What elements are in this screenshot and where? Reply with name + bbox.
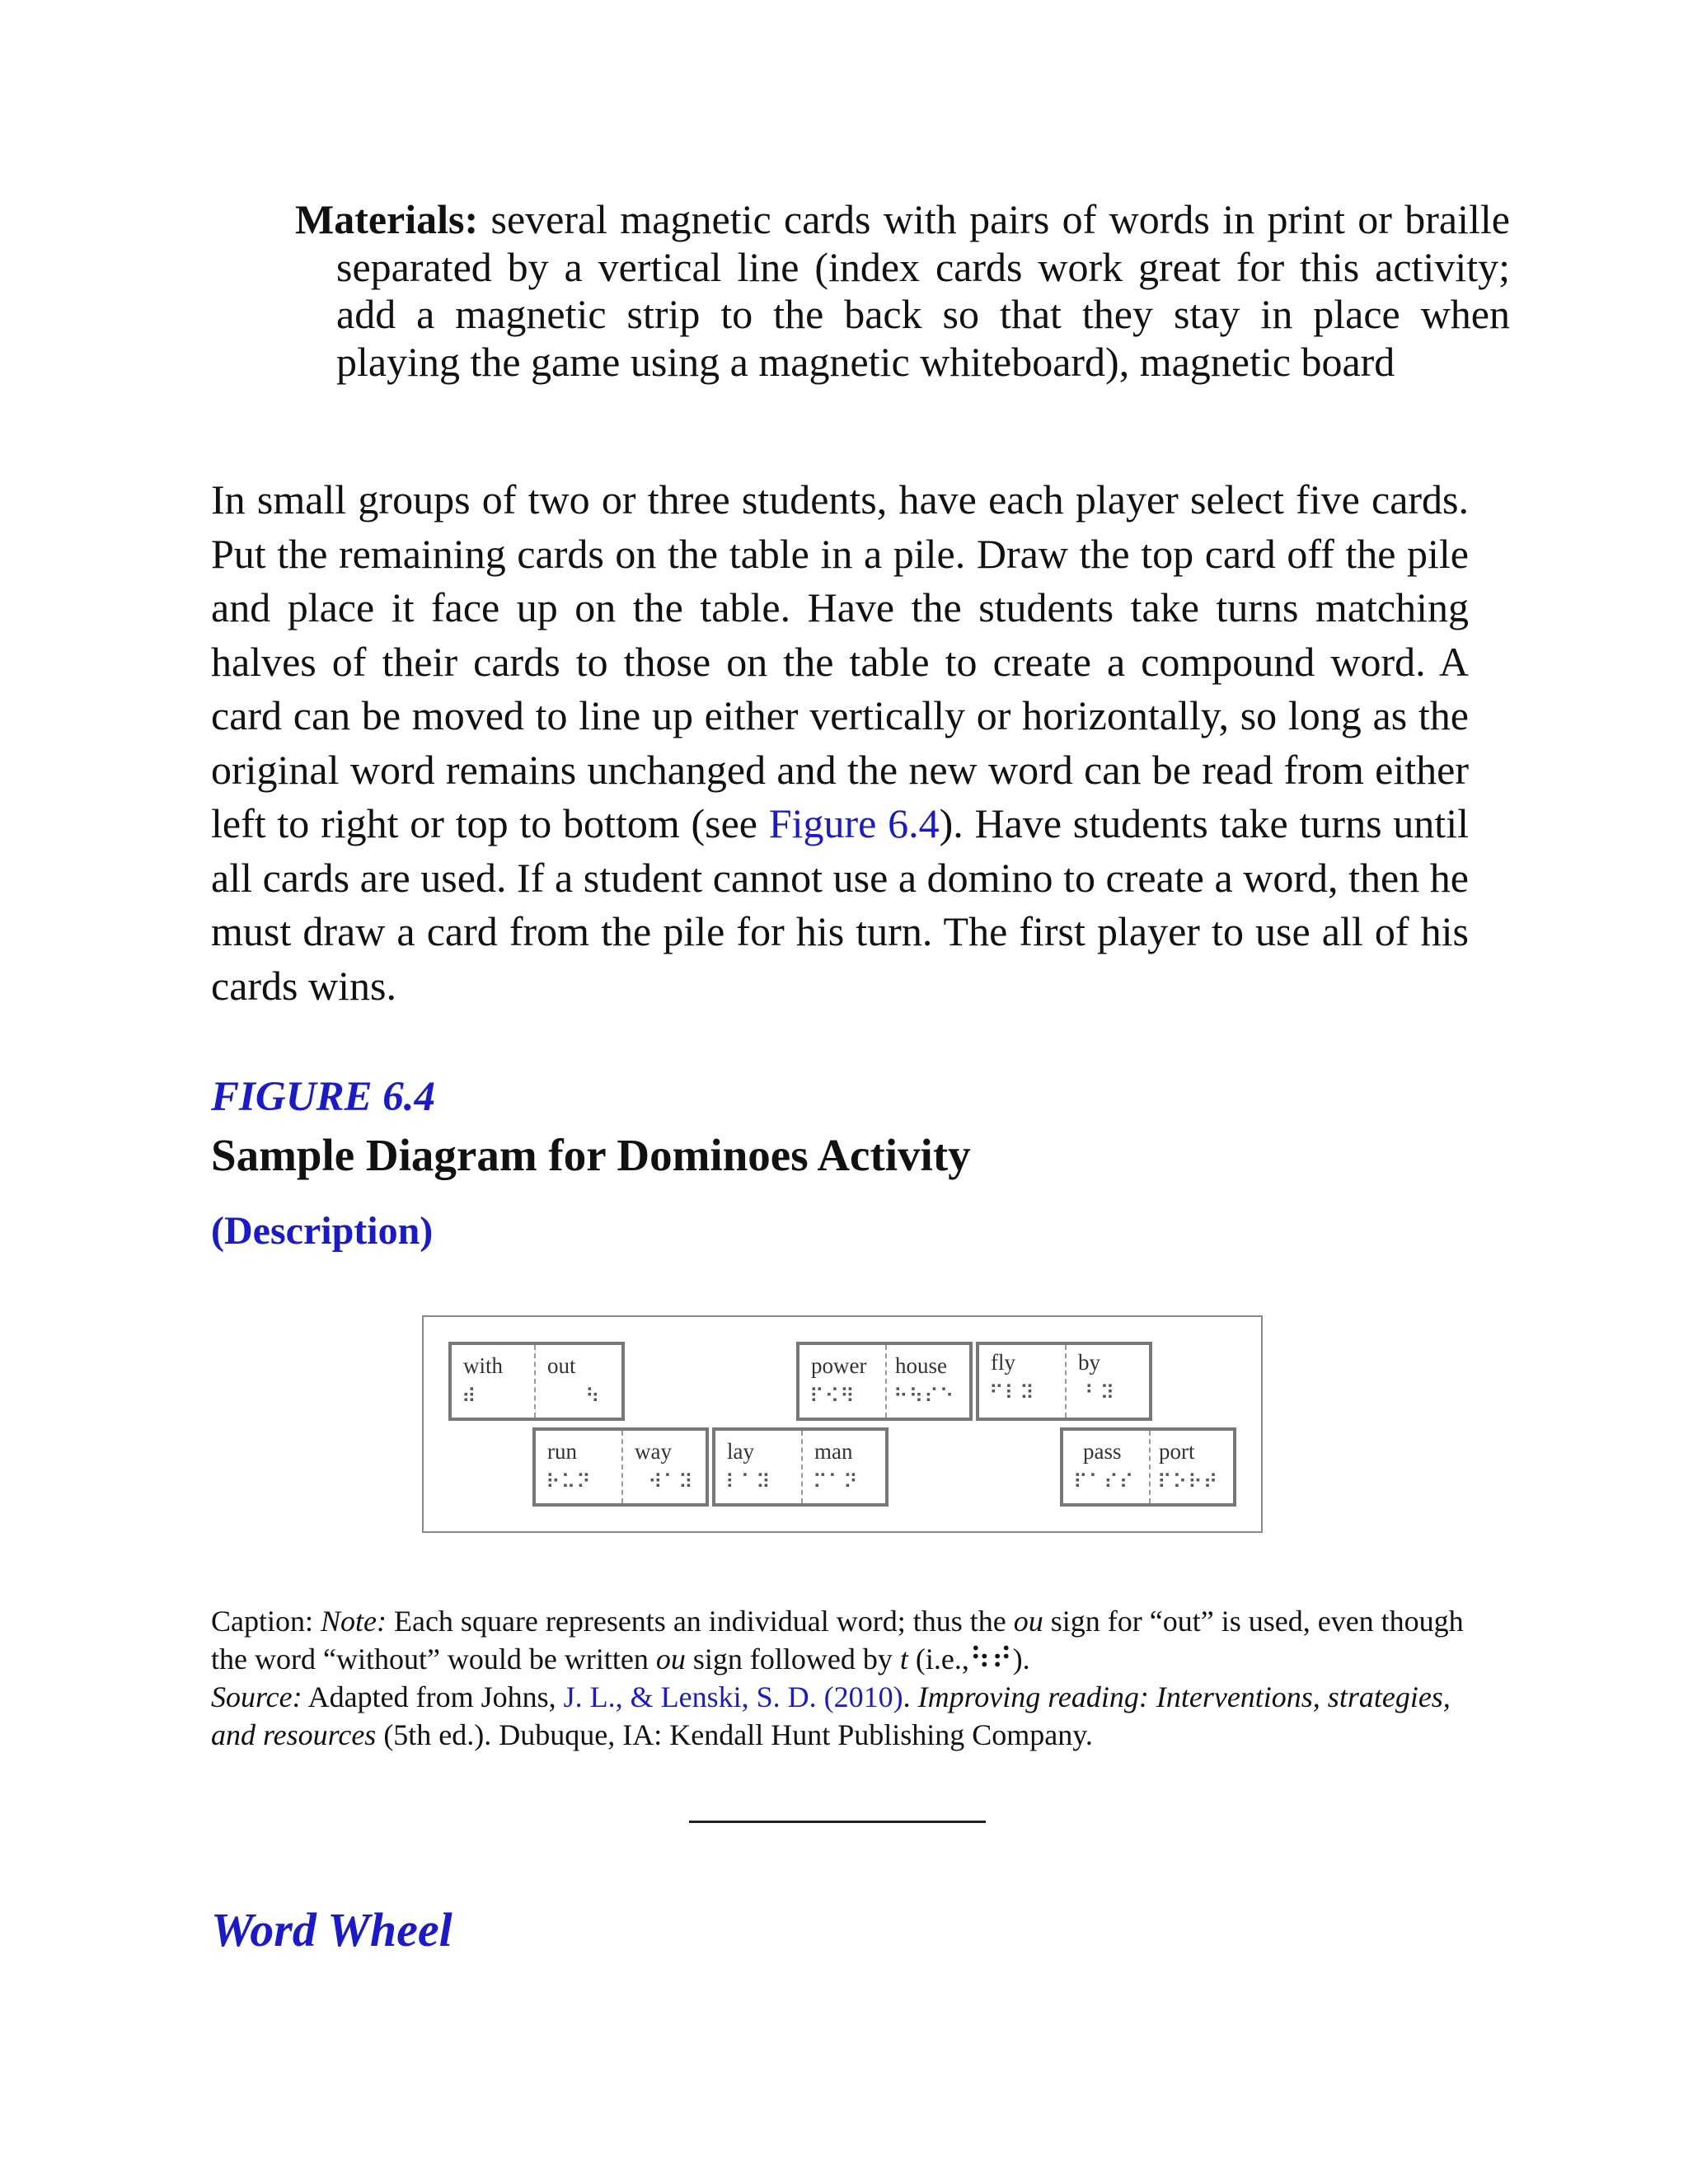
caption-source [211,1678,1480,1754]
card-word: power [811,1353,867,1378]
caption-note [211,1602,1480,1678]
figure-title: Sample Diagram for Dominoes Activity [211,1130,971,1180]
card-braille: ⠇⠁⠽ [725,1470,771,1493]
card-braille: ⠏⠕⠗⠞ [1157,1470,1219,1493]
card-half-right [621,1431,706,1503]
card-braille: ⠍⠁⠝ [813,1470,859,1493]
figure-description-link[interactable]: (Description) [211,1209,434,1253]
instructions-text-end: ). Have students take turns until all cards are used. If a student cannot use a domino to create a word, then he must draw a card from the pile for his turn. The first player to use all of his cards wins. [211,800,1469,1009]
card-braille: ⠏⠁⠎⠎ [1073,1470,1135,1493]
note-text: (i.e.,⠳⠞). [907,1643,1030,1675]
instructions-paragraph [211,473,1469,1013]
card-braille: ⠓⠳⠎⠑ [893,1385,955,1408]
caption-label: Caption: [211,1605,321,1638]
source-title: Improving reading: Interventions, strategies, and resources [211,1680,1451,1751]
card-half-right [1149,1431,1233,1503]
card-word: by [1078,1350,1100,1375]
ou-sign-text: ou [1013,1605,1043,1638]
card-word: way [635,1439,672,1464]
source-text: . [903,1680,918,1713]
card-word: with [463,1353,504,1378]
card-half-right [1065,1345,1149,1418]
domino-card-pass-port [1060,1427,1236,1507]
card-word: lay [727,1439,754,1464]
instructions-text-start: In small groups of two or three students, have each player select five cards. Put the remaining cards on the table in a pile. Draw the top card off the pile and place it face up on the table. Have the students take turns matching halves of their cards to those on the table to create a compound word. A card can be moved to line up either vertically or horizontally, so long as the original word remains unchanged and the new word can be read from either left to right or top to bottom (see [211,476,1469,846]
figure-caption [211,1602,1480,1754]
card-braille: ⠳ [585,1385,601,1408]
source-citation-link[interactable]: J. L., & Lenski, S. D. (2010) [563,1680,903,1713]
source-text: Adapted from Johns, [302,1680,564,1713]
note-label: Note: [321,1605,387,1638]
note-text: Each square represents an individual word; thus the [386,1605,1014,1638]
card-word: out [547,1353,576,1378]
ou-sign-text: ou [655,1643,686,1675]
card-half-left [536,1431,621,1503]
section-divider [689,1821,986,1823]
dominoes-diagram [422,1315,1263,1533]
card-half-left [715,1431,801,1503]
card-half-right [534,1345,621,1418]
figure-label: FIGURE 6.4 [211,1074,436,1120]
materials-paragraph [295,196,1510,386]
note-text: sign followed by [685,1643,900,1675]
materials-text: several magnetic cards with pairs of words in print or braille separated by a vertical line (index cards work great for this activity; add a magnetic strip to the back so that they stay in place when playing the game using a magnetic whiteboard), magnetic board [336,196,1510,385]
domino-card-lay-man [712,1427,889,1507]
card-half-right [885,1345,969,1418]
card-word: fly [991,1350,1015,1375]
section-heading-word-wheel: Word Wheel [211,1903,452,1957]
source-label: Source: [211,1680,302,1713]
card-half-right [801,1431,885,1503]
t-letter: t [899,1643,908,1675]
card-word: house [895,1353,947,1378]
figure-6-4-link[interactable]: Figure 6.4 [768,800,940,846]
domino-card-power-house [796,1342,973,1421]
card-word: port [1159,1439,1195,1464]
domino-card-with-out [448,1342,625,1421]
card-braille: ⠋⠇⠽ [989,1381,1035,1404]
card-word: man [814,1439,853,1464]
card-half-left [799,1345,885,1418]
card-braille: ⠺⠁⠽ [648,1470,694,1493]
source-text: (5th ed.). Dubuque, IA: Kendall Hunt Publishing Company. [376,1718,1093,1751]
card-braille: ⠃⠽ [1085,1381,1116,1404]
card-half-left [452,1345,534,1418]
card-half-left [1063,1431,1149,1503]
card-half-left [979,1345,1065,1418]
domino-card-fly-by [976,1342,1152,1421]
card-word: run [547,1439,577,1464]
domino-card-run-way [532,1427,709,1507]
card-braille: ⠏⠪⠻ [809,1385,856,1408]
card-braille: ⠗⠥⠝ [546,1470,592,1493]
card-word: pass [1083,1439,1122,1464]
note-text: sign for “out” is used, even though the word “without” would be written [211,1605,1464,1675]
materials-label: Materials: [295,196,479,242]
card-braille: ⠾ [462,1385,477,1408]
